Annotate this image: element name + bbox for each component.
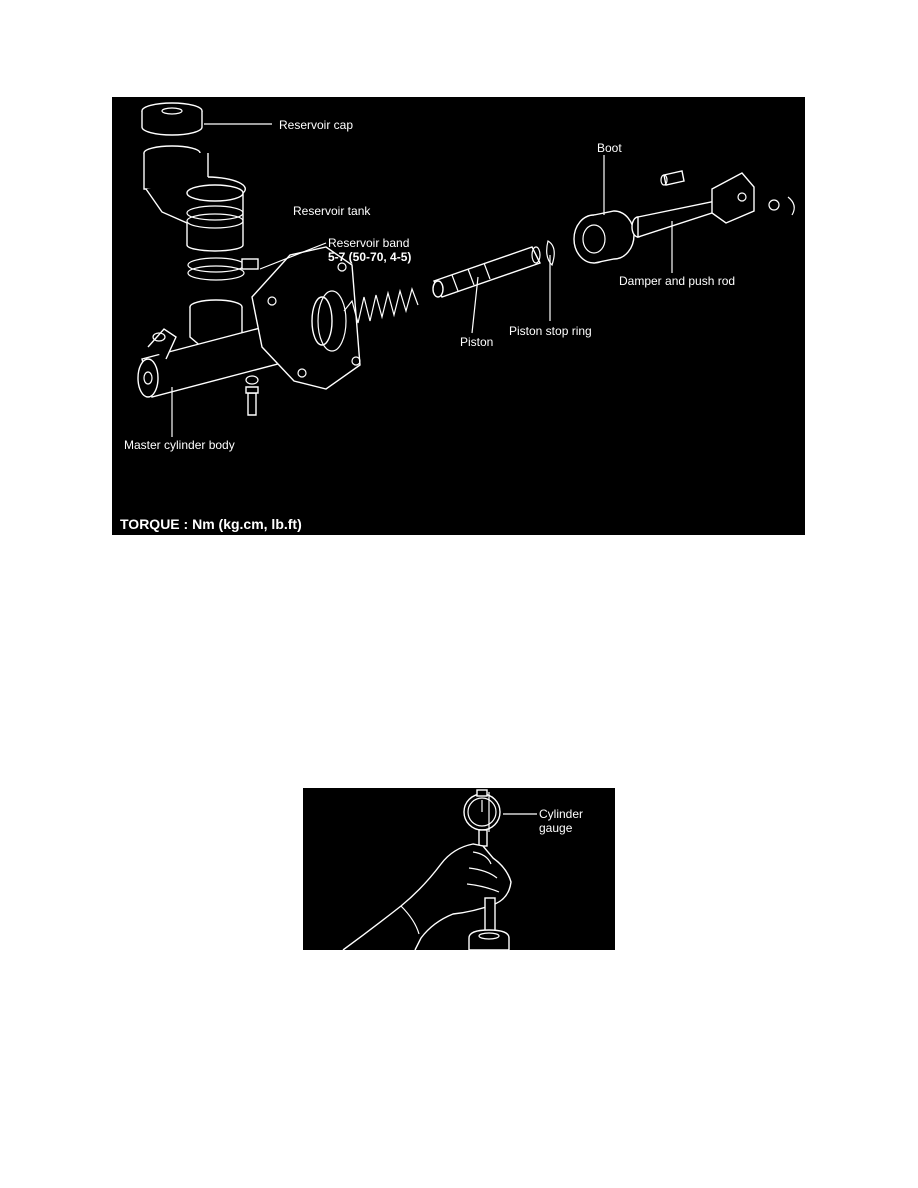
piston-part bbox=[433, 247, 540, 297]
reservoir-tank-part bbox=[144, 146, 245, 251]
label-cylinder-gauge-line2: gauge bbox=[539, 821, 573, 835]
label-piston-stop-ring: Piston stop ring bbox=[509, 324, 592, 338]
label-damper-push-rod: Damper and push rod bbox=[619, 274, 736, 288]
damper-push-rod-part bbox=[632, 171, 794, 237]
label-reservoir-band-torque: 5-7 (50-70, 4-5) bbox=[328, 250, 412, 264]
cylinder-gauge-diagram bbox=[303, 788, 615, 950]
master-cylinder-illustration bbox=[112, 97, 805, 535]
master-cylinder-exploded-diagram bbox=[112, 97, 805, 535]
label-piston: Piston bbox=[460, 335, 494, 349]
reservoir-band-part bbox=[188, 258, 258, 280]
label-reservoir-band: Reservoir band bbox=[328, 236, 410, 250]
label-boot: Boot bbox=[597, 141, 622, 155]
gauge-dial-part bbox=[464, 790, 500, 846]
boot-part bbox=[574, 211, 634, 263]
label-reservoir-cap: Reservoir cap bbox=[279, 118, 354, 132]
master-cylinder-body-part bbox=[138, 247, 418, 415]
label-master-cylinder-body: Master cylinder body bbox=[124, 438, 235, 452]
label-cylinder-gauge-line1: Cylinder bbox=[539, 807, 584, 821]
reservoir-cap-part bbox=[142, 103, 202, 135]
torque-note: TORQUE : Nm (kg.cm, lb.ft) bbox=[120, 516, 302, 532]
label-reservoir-tank: Reservoir tank bbox=[293, 204, 371, 218]
